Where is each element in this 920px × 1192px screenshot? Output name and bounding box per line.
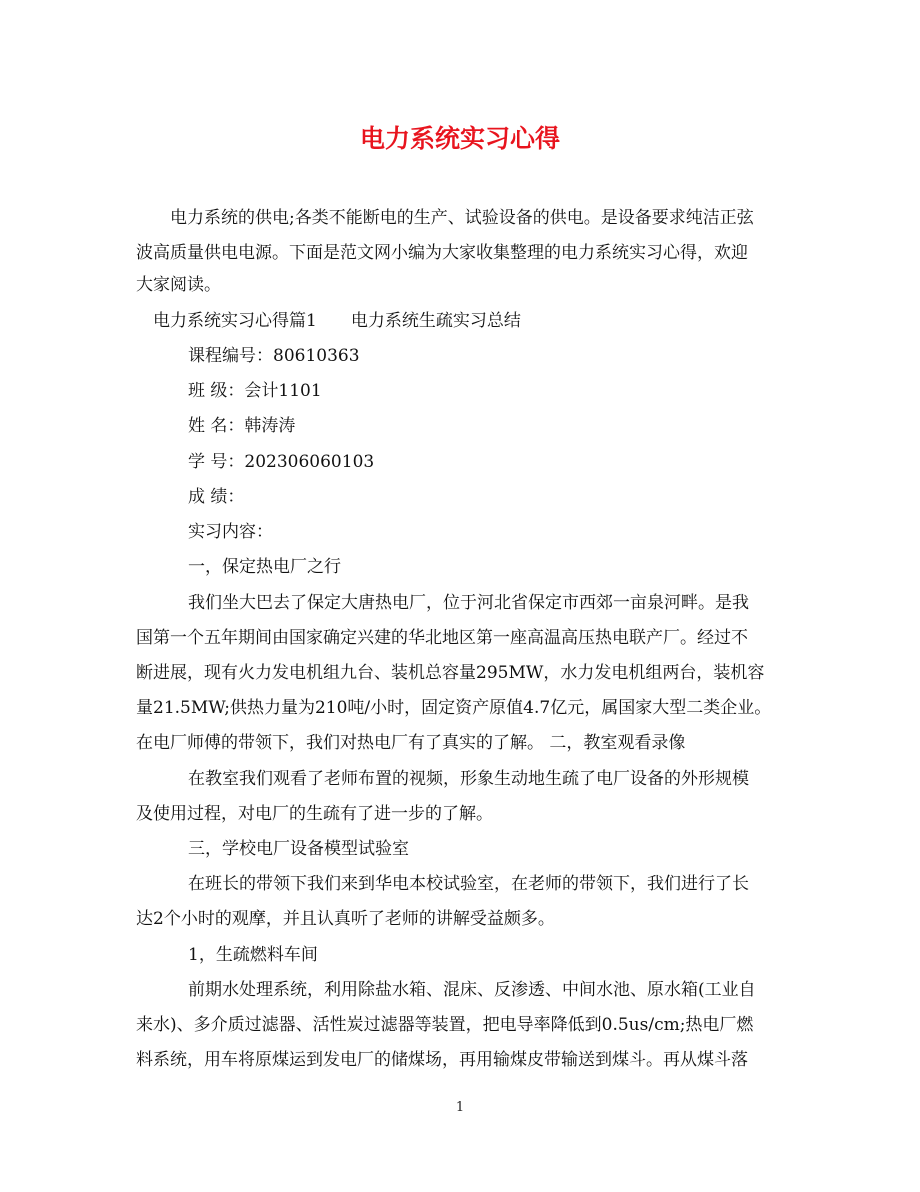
body-line: 达2个小时的观摩，并且认真听了老师的讲解受益颇多。 bbox=[136, 909, 555, 929]
body-line: 前期水处理系统，利用除盐水箱、混床、反渗透、中间水池、原水箱(工业自 bbox=[188, 980, 756, 1000]
body-line: 来水)、多介质过滤器、活性炭过滤器等装置，把电导率降低到0.5us/cm;热电厂燃 bbox=[136, 1015, 754, 1035]
class-field: 班 级：会计1101 bbox=[188, 381, 322, 401]
document-title: 电力系统实习心得 bbox=[359, 124, 560, 153]
body-line: 在电厂师傅的带领下，我们对热电厂有了真实的了解。 二，教室观看录像 bbox=[136, 733, 686, 753]
subsection-heading: 三，学校电厂设备模型试验室 bbox=[188, 839, 409, 859]
course-number: 课程编号：80610363 bbox=[188, 346, 360, 366]
body-line: 电力系统的供电;各类不能断电的生产、试验设备的供电。是设备要求纯洁正弦 bbox=[170, 208, 754, 228]
body-line: 波高质量供电电源。下面是范文网小编为大家收集整理的电力系统实习心得，欢迎 bbox=[136, 243, 748, 263]
name-field: 姓 名：韩涛涛 bbox=[188, 416, 296, 436]
body-line: 断进展，现有火力发电机组九台、装机总容量295MW，水力发电机组两台，装机容 bbox=[136, 663, 765, 683]
body-line: 量21.5MW;供热力量为210吨/小时，固定资产原值4.7亿元，属国家大型二类企业。 bbox=[136, 698, 772, 718]
body-line: 料系统，用车将原煤运到发电厂的储煤场，再用输煤皮带输送到煤斗。再从煤斗落 bbox=[136, 1050, 748, 1070]
body-line: 我们坐大巴去了保定大唐热电厂，位于河北省保定市西郊一亩泉河畔。是我 bbox=[188, 593, 749, 613]
subsection-heading: 一，保定热电厂之行 bbox=[188, 557, 341, 577]
body-line: 在班长的带领下我们来到华电本校试验室，在老师的带领下，我们进行了长 bbox=[188, 874, 749, 894]
page-number: 1 bbox=[455, 1100, 465, 1115]
body-line: 在教室我们观看了老师布置的视频，形象生动地生疏了电厂设备的外形规模 bbox=[188, 769, 749, 789]
body-line: 大家阅读。 bbox=[136, 275, 221, 295]
body-line: 及使用过程，对电厂的生疏有了进一步的了解。 bbox=[136, 804, 493, 824]
content-heading: 实习内容： bbox=[188, 522, 273, 542]
body-line: 国第一个五年期间由国家确定兴建的华北地区第一座高温高压热电联产厂。经过不 bbox=[136, 628, 748, 648]
student-id-field: 学 号：202306060103 bbox=[188, 452, 375, 472]
section-heading: 电力系统实习心得篇1 电力系统生疏实习总结 bbox=[153, 311, 521, 331]
grade-field: 成 绩： bbox=[188, 487, 245, 507]
subsection-heading: 1，生疏燃料车间 bbox=[188, 945, 318, 965]
